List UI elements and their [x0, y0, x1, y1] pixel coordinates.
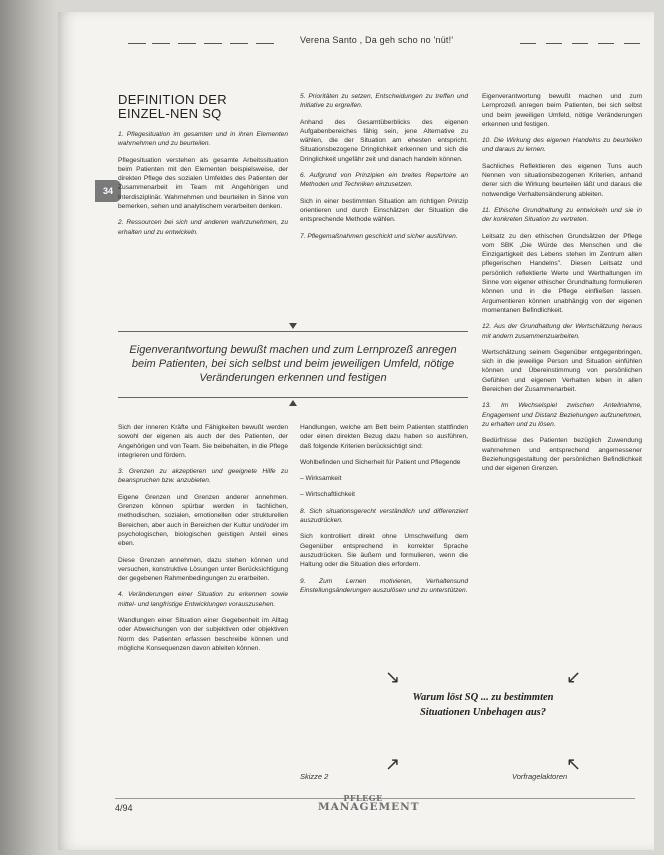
sketch-box: [408, 690, 558, 748]
paragraph: 10. Die Wirkung des eigenen Handelns zu beurteilen und daraus zu lernen.: [482, 137, 642, 154]
sketch-caption: Skizze 2: [300, 772, 329, 781]
page-number: 4/94: [115, 803, 133, 813]
paragraph: 9. Zum Lernen motivieren, Verhaltensund Einstellungsänderungen auszulösen und zu unterstützen.: [300, 577, 468, 594]
header-dash: [572, 43, 588, 44]
paragraph: Anhand des Gesamtüberblicks des eigenen Aufgabenbereiches fähig sein, jene Alternative zu wählen, die der Situation am ehesten entspricht. Situationsbezogene Dringlichkeit erkennen und sich die Dringlichkeit ungefähr zeit und danach handeln können.: [300, 118, 468, 163]
paragraph: Wandlungen einer Situation einer Gegebenheit im Alltag oder Abweichungen von der subjektiven oder objektiven Norm des Patienten erfassen beschreibe können und mögliche Konsequenzen davon ableiten können.: [118, 617, 288, 652]
sketch-box-text: Warum löst SQ ... zu bestimmten Situationen Unbehagen aus?: [412, 692, 554, 718]
header-dash: [230, 43, 248, 44]
paragraph: 3. Grenzen zu akzeptieren und geeignete Hilfe zu beanspruchen bzw. anzubieten.: [118, 468, 288, 485]
paragraph: 2. Ressourcen bei sich und anderen wahrzunehmen, zu erhalten und zu entwickeln.: [118, 219, 288, 236]
paragraph: 1. Pflegesituation im gesamten und in ihren Elementen wahrnehmen und zu beurteilen.: [118, 131, 288, 148]
header-dash: [256, 43, 274, 44]
header-dash: [152, 43, 170, 44]
header-dash: [624, 43, 640, 44]
triangle-up-marker: [289, 400, 297, 406]
paragraph: 13. Im Wechselspiel zwischen Anteilnahme, Engagement und Distanz Beziehungen aufzunehmen, zu erhalten und zu lösen.: [482, 402, 642, 428]
paragraph: 6. Aufgrund von Prinzipien ein breites Repertoire an Methoden und Techniken einzusetzen.: [300, 172, 468, 189]
header-dash: [520, 43, 536, 44]
column-3: [482, 92, 642, 480]
paragraph: Pflegesituation verstehen als gesamte Arbeitssituation beim Patienten mit den Elementen beispielsweise, der direkten Pflege des sozialen Umfeldes des Patienten der Zusammenarbeit im Team mit Angehörigen und Interdisziplinär. Wahrnehmen und beurteilen in Sinne von bemerken, sehen und analytischem verarbeiten denken.: [118, 156, 288, 211]
paragraph: – Wirtschaftlichkeit: [300, 491, 355, 499]
header-dash: [598, 43, 614, 44]
header-dash: [178, 43, 196, 44]
paragraph: Sich der inneren Kräfte und Fähigkeiten bewußt werden sowohl der eigenen als auch der des Patienten, der Angehörigen und von Team. Sie beibehalten, in die Pflege integrieren und fördern.: [118, 424, 288, 459]
quote-rule-top: [118, 331, 468, 332]
paragraph: 11. Ethische Grundhaltung zu entwickeln und sie in der konkreten Situation zu vertreten.: [482, 206, 642, 224]
section-title: DEFINITION DER EINZEL-NEN SQ: [118, 92, 227, 121]
page-edge-shadow: [0, 0, 58, 855]
paragraph: Bedürfnisse des Patienten bezüglich Zuwendung wahrnehmen und entsprechend angemessener Beziehungsgestaltung der persönlichen Befindlichkeit und der eigenen Grenzen.: [482, 437, 642, 473]
arrow-down-left-icon: ↙: [566, 667, 582, 687]
sketch-right-caption: Vorfragelaktoren: [512, 772, 568, 781]
triangle-down-marker: [289, 323, 297, 329]
arrow-up-left-icon: ↖: [566, 754, 582, 774]
header-dash: [204, 43, 222, 44]
paragraph: 8. Sich situationsgerecht verständlich und differenziert auszudrücken.: [300, 507, 468, 525]
arrow-up-right-icon: ↗: [385, 754, 401, 774]
paragraph: – Wirksamkeit: [300, 475, 342, 483]
column-1-bottom: [118, 423, 288, 660]
logo-top-word: PFLEGE: [343, 793, 383, 803]
paragraph: Sich in einer bestimmten Situation am richtigen Prinzip orientieren und durch Einschätzen der Situation die entsprechende Methode wählen.: [300, 197, 468, 224]
magazine-logo: [318, 793, 420, 813]
logo-bottom-word: MANAGEMENT: [318, 801, 420, 813]
paragraph: Leitsatz zu den ethischen Grundsätzen der Pflege vom SBK „Die Würde des Menschen und die Einzigartigkeit des Lebens stehen im Zentrum allen pflegerischen Handelns". Diesen Leitsatz und persönlich reflektierte Werte und Werthaltungen im Sinne von eigener ethischer Grundhaltung formulieren können und in die Pflege einfließen lassen. Argumentieren können unabhängig von der eigenen momentanen Befindlichkeit.: [482, 232, 642, 314]
paragraph: 7. Pflegemaßnahmen geschickt und sicher ausführen.: [300, 232, 458, 240]
paragraph: Eigene Grenzen und Grenzen anderer annehmen. Grenzen können spürbar werden in fachlichen, methodischen, sozialen, emotionellen oder strukturellen Bereichen, aber auch in Bereichen der Kultur und/oder im psychologischen, biologischen geistigen Anteil eines eben.: [118, 493, 288, 548]
column-1-top: [118, 130, 288, 244]
page-number-tab: 34: [95, 180, 121, 202]
column-2-bottom: [300, 423, 468, 602]
paragraph: Wohlbefinden und Sicherheit für Patient und Pflegende: [300, 458, 461, 466]
header-dash: [546, 43, 562, 44]
running-head: Verena Santo , Da geh scho no 'nüt!': [300, 35, 454, 45]
paragraph: 5. Prioritäten zu setzen, Entscheidungen zu treffen und Initiative zu ergreifen.: [300, 93, 468, 110]
paragraph: Sich kontrolliert direkt ohne Umschweifung dem Gegenüber entsprechend in korrekter Sprache auszudrücken. Sie äußern und formulieren, wenn die Haltung oder die Situation dies erfordern.: [300, 533, 468, 569]
paragraph: Wertschätzung seinem Gegenüber entgegenbringen, sich in die jeweilige Person und Situation einfühlen können und Übereinstimmung von persönlichen Gefühlen und eigenem Verhalten leben in allen Bereichen der Zusammenarbeit.: [482, 348, 642, 394]
paragraph: 12. Aus der Grundhaltung der Wertschätzung heraus mit andern zusammenzuarbeiten.: [482, 323, 642, 340]
paragraph: Sachliches Reflektieren des eigenen Tuns auch Nennen von situationsbezogenen Kriterien, anhand derer sich die Wirkung beurteilen läßt und daraus die notwendige Verhaltensänderung ableiten.: [482, 162, 642, 198]
header-dash: [128, 43, 146, 44]
arrow-down-right-icon: ↘: [385, 667, 401, 687]
paragraph: Diese Grenzen annehmen, dazu stehen können und versuchen, konstruktive Lösungen unter Berücksichtigung der gegebenen Rahmenbedingungen zu erarbeiten.: [118, 556, 288, 583]
column-2-top: [300, 92, 468, 248]
paragraph: 4. Veränderungen einer Situation zu erkennen sowie mittel- und langfristige Entwicklungen vorauszusehen.: [118, 591, 288, 608]
quote-rule-bottom: [118, 397, 468, 398]
pull-quote: Eigenverantwortung bewußt machen und zum Lernprozeß anregen beim Patienten, bei sich selbst und beim jeweiligen Umfeld, nötige Veränderungen erkennen und festigen: [129, 344, 457, 384]
paragraph: Handlungen, welche am Bett beim Patienten stattfinden oder einen direkten Bezug dazu haben so ausführen, daß folgende Kriterien berücksichtigt sind:: [300, 424, 468, 450]
paragraph: Eigenverantwortung bewußt machen und zum Lernprozeß anregen beim Patienten, bei sich selbst und beim jeweiligen Umfeld, nötige Veränderungen erkennen und festigen.: [482, 93, 642, 128]
